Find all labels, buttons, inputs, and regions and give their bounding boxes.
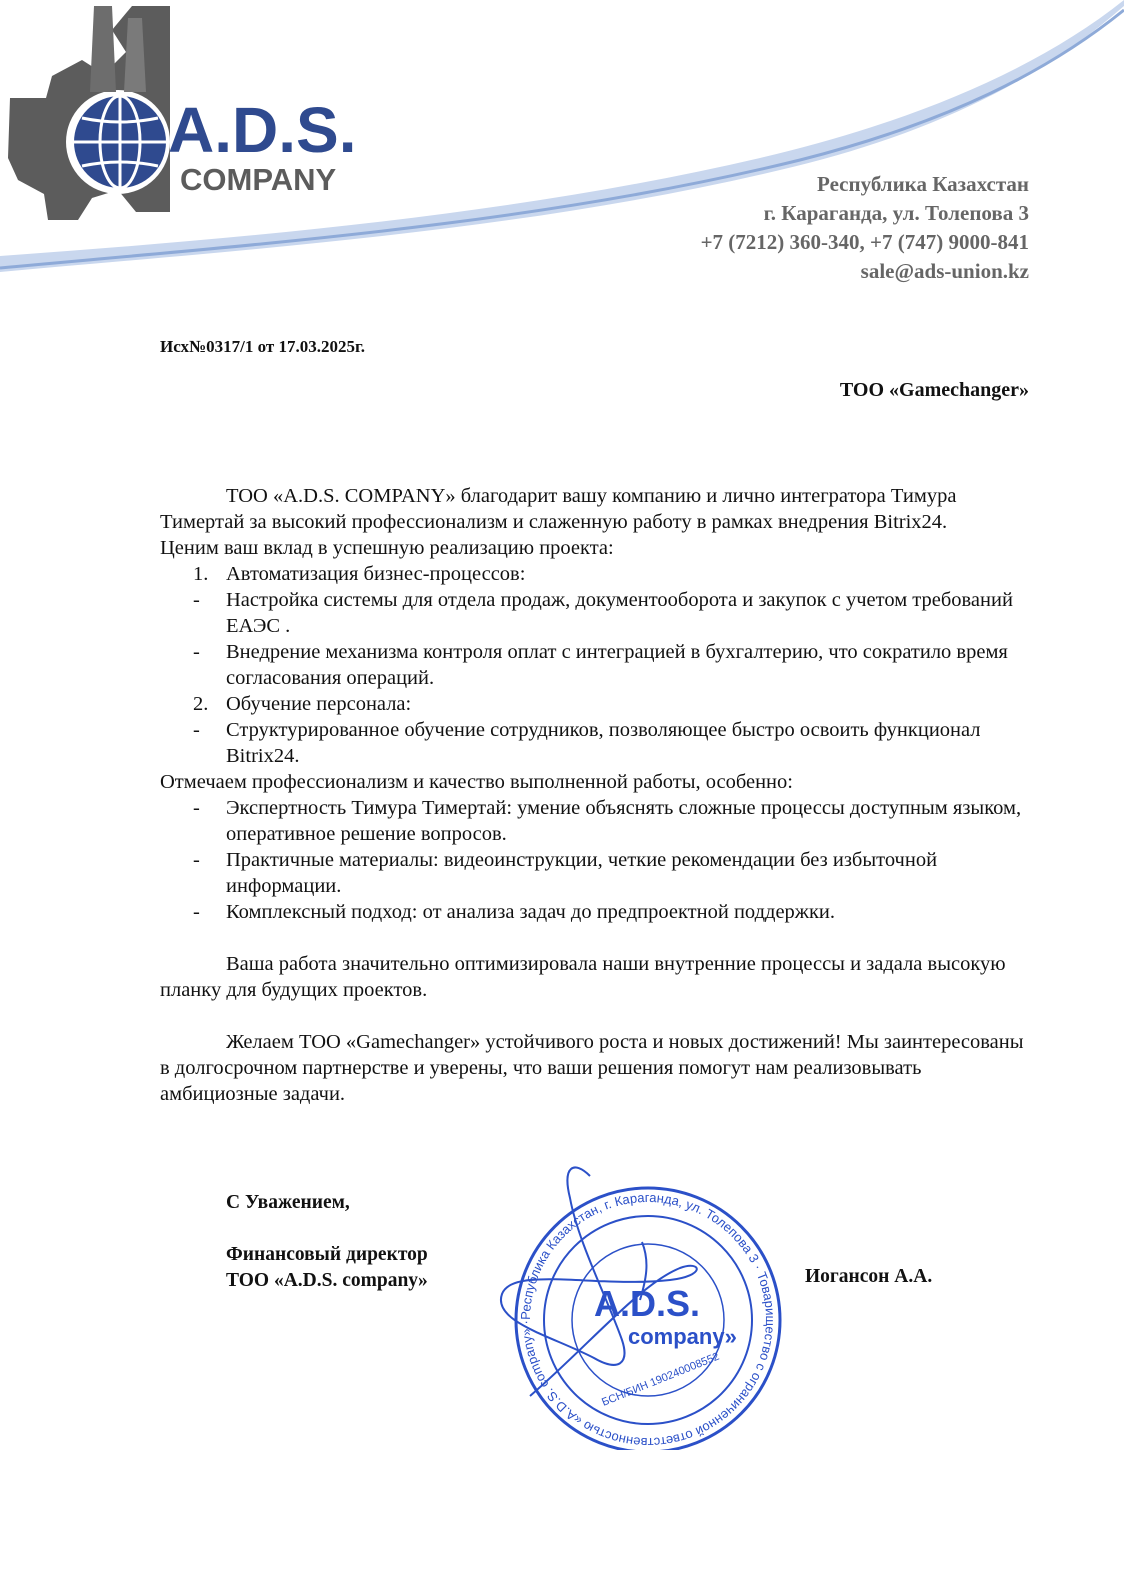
list-item [160, 795, 1030, 847]
addressee: ТОО «Gamechanger» [839, 379, 1029, 401]
company-contacts [701, 170, 1029, 286]
list-item-text: Экспертность Тимура Тимертай: умение объяснять сложные процессы доступным языком, оперативное решение вопросов. [226, 797, 1022, 845]
paragraph-wishes: Желаем ТОО «Gamechanger» устойчивого роста и новых достижений! Мы заинтересованы в долгосрочном партнерстве и уверены, что ваши решения помогут нам реализовывать амбициозные задачи. [160, 1031, 1024, 1105]
list-marker: - [193, 719, 200, 741]
list-item [160, 639, 1030, 691]
list-marker: - [193, 849, 200, 871]
list-marker: - [193, 901, 200, 923]
stamp-brand-text: A.D.S. [594, 1283, 701, 1324]
logo-company-text: COMPANY [180, 162, 337, 197]
contact-email: sale@ads-union.kz [860, 259, 1029, 283]
signer-position: Финансовый директор [226, 1244, 428, 1265]
stamp-company-text: company» [628, 1324, 737, 1349]
list-item-text: Настройка системы для отдела продаж, документооборота и закупок с учетом требований ЕАЭС . [226, 589, 1013, 637]
list-marker: 2. [193, 693, 209, 715]
list-item [160, 899, 1030, 925]
signature-block [226, 1190, 428, 1294]
company-stamp [490, 1150, 790, 1450]
list-item-text: Обучение персонала: [226, 693, 412, 715]
outgoing-reference: Исх№0317/1 от 17.03.2025г. [160, 337, 366, 356]
regards-line: С Уважением, [226, 1192, 350, 1213]
stamp-bin-text: БСН/БИН 190240008552 [600, 1350, 722, 1409]
list-item [160, 587, 1030, 639]
company-logo [0, 0, 380, 230]
paragraph-gap [160, 925, 1030, 951]
list-item-text: Внедрение механизма контроля оплат с интеграцией в бухгалтерию, что сократило время согласования операций. [226, 641, 1008, 689]
paragraph-gap [160, 1003, 1030, 1029]
logo-brand-text: A.D.S. [168, 94, 357, 166]
list-marker: - [193, 641, 200, 663]
intro-paragraph: ТОО «A.D.S. COMPANY» благодарит вашу компанию и лично интегратора Тимура Тимертай за высокий профессионализм и слаженную работу в рамках внедрения Bitrix24. [160, 485, 957, 533]
signer-name: Иогансон А.А. [805, 1266, 933, 1287]
contact-phones: +7 (7212) 360-340, +7 (747) 9000-841 [700, 230, 1029, 254]
stamp-ring-text: Республика Казахстан, г. Караганда, ул. Толепова 3 · Товарищество с ограниченной ответственностью «A.D.S. company» · ЖШС [491, 1158, 779, 1450]
list-marker: - [193, 589, 200, 611]
quality-intro: Отмечаем профессионализм и качество выполненной работы, особенно: [160, 771, 793, 793]
signer-company: ТОО «A.D.S. company» [226, 1270, 428, 1291]
list-item-text: Структурированное обучение сотрудников, позволяющее быстро освоить функционал Bitrix24. [226, 719, 981, 767]
paragraph-results: Ваша работа значительно оптимизировала наши внутренние процессы и задала высокую планку для будущих проектов. [160, 953, 1006, 1001]
list-item-text: Комплексный подход: от анализа задач до предпроектной поддержки. [226, 901, 836, 923]
list-item-text: Практичные материалы: видеоинструкции, четкие рекомендации без избыточной информации. [226, 849, 938, 897]
globe-icon [74, 96, 166, 188]
list-item-text: Автоматизация бизнес-процессов: [226, 563, 526, 585]
intro-continuation: Ценим ваш вклад в успешную реализацию проекта: [160, 537, 614, 559]
signature-gap [226, 1216, 428, 1242]
list-item [160, 717, 1030, 769]
list-marker: - [193, 797, 200, 819]
contact-country: Республика Казахстан [817, 172, 1029, 196]
letter-body [160, 483, 1030, 1107]
list-marker: 1. [193, 563, 209, 585]
list-item [160, 691, 1030, 717]
contact-address: г. Караганда, ул. Толепова 3 [763, 201, 1029, 225]
list-item [160, 561, 1030, 587]
list-item [160, 847, 1030, 899]
chimney-left-icon [90, 6, 116, 92]
